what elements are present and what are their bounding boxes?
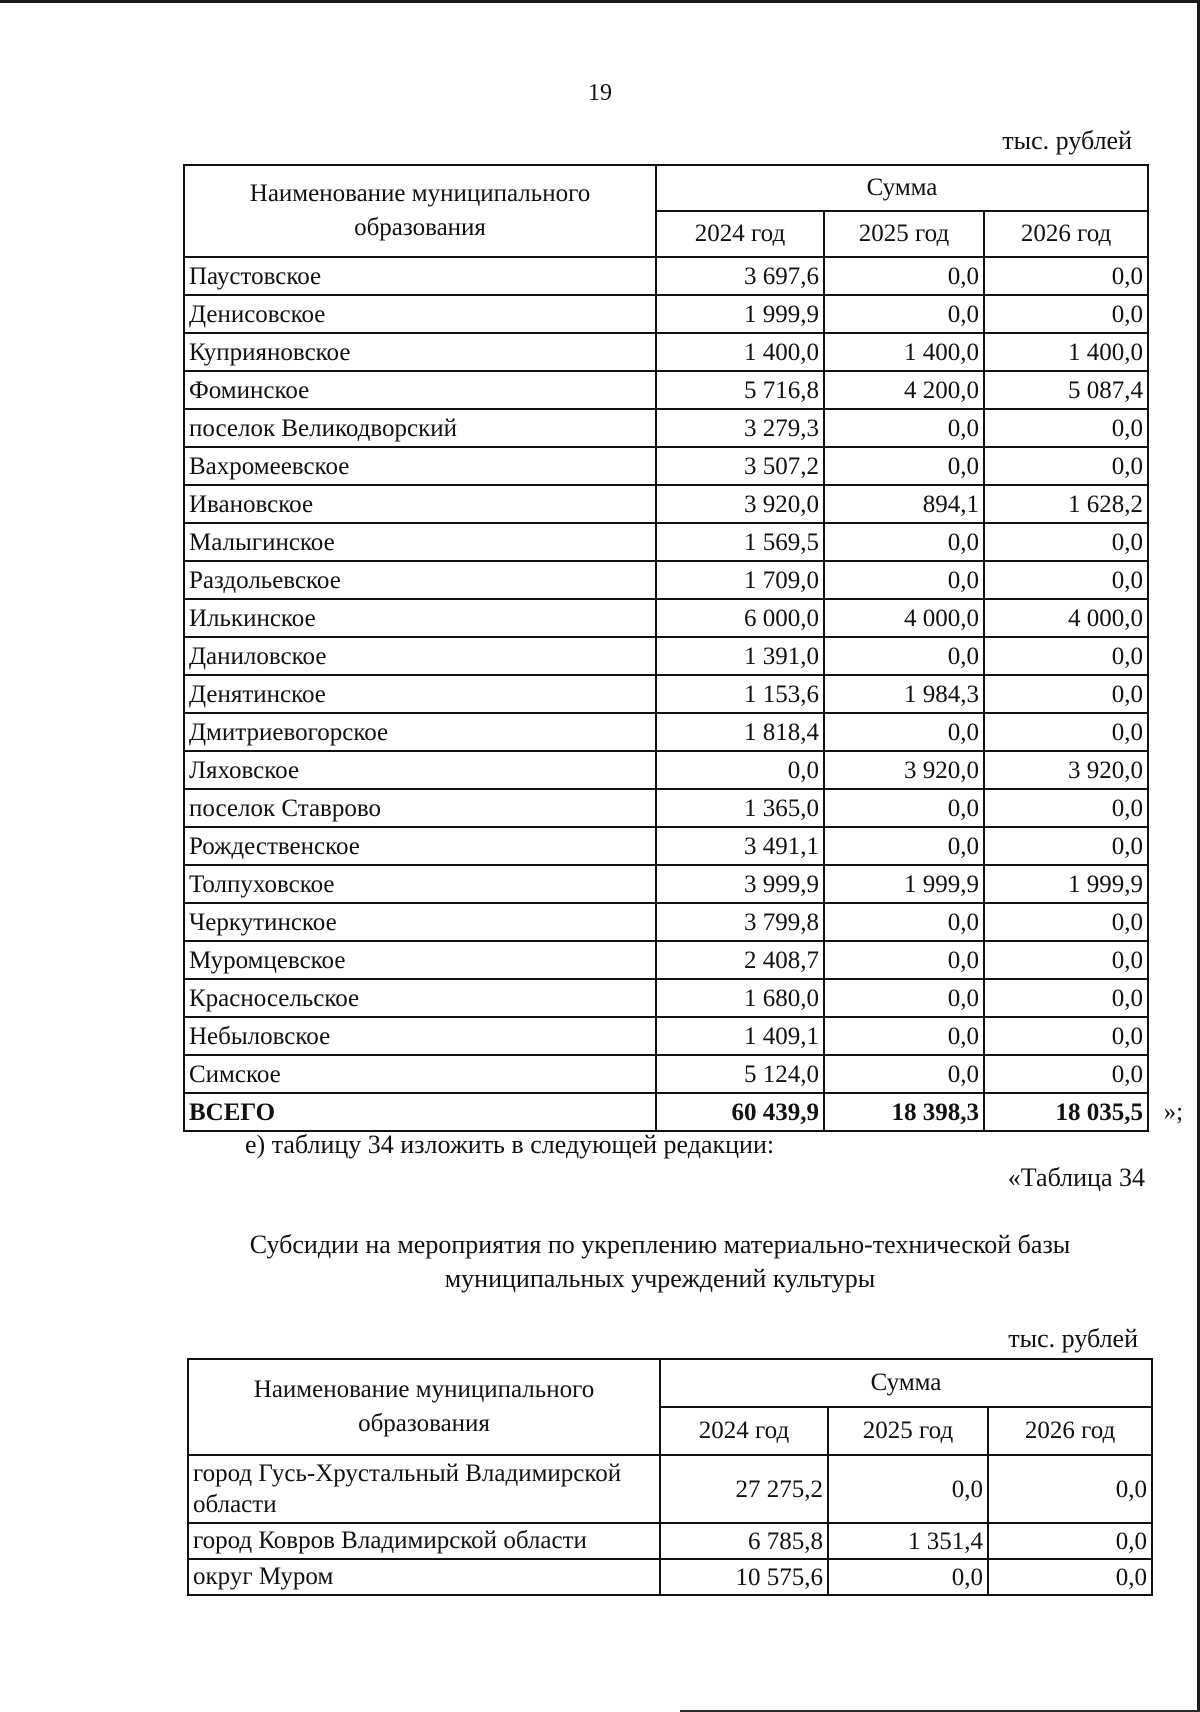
subsidy-table-34 (187, 1358, 1153, 1596)
municipality-name: Черкутинское (184, 903, 656, 941)
municipality-name: Красносельское (184, 979, 656, 1017)
municipality-name: Ляховское (184, 751, 656, 789)
value-2024: 3 491,1 (656, 827, 824, 865)
value-2026: 0,0 (984, 789, 1148, 827)
value-2025: 0,0 (824, 1017, 984, 1055)
value-2026: 0,0 (984, 523, 1148, 561)
value-2025: 0,0 (828, 1559, 988, 1595)
table-row (184, 1055, 1148, 1093)
closing-quote: »; (1163, 1098, 1184, 1126)
value-2026: 1 400,0 (984, 333, 1148, 371)
value-2025: 0,0 (824, 941, 984, 979)
value-2026: 3 920,0 (984, 751, 1148, 789)
municipality-name: Толпуховское (184, 865, 656, 903)
value-2024: 3 279,3 (656, 409, 824, 447)
table-title: Субсидии на мероприятия по укреплению материально-технической базы муниципальных учреждений культуры (249, 1230, 1071, 1294)
value-2024: 3 999,9 (656, 865, 824, 903)
value-2024: 1 391,0 (656, 637, 824, 675)
value-2026: 0,0 (984, 1017, 1148, 1055)
value-2025: 0,0 (824, 257, 984, 295)
table-row (184, 941, 1148, 979)
total-2026: 18 035,5 (1055, 1098, 1144, 1126)
table-row (184, 599, 1148, 637)
value-2026: 0,0 (984, 257, 1148, 295)
value-2024: 3 507,2 (656, 447, 824, 485)
value-2026: 1 999,9 (984, 865, 1148, 903)
table-row (184, 295, 1148, 333)
value-2024: 3 799,8 (656, 903, 824, 941)
value-2024: 0,0 (656, 751, 824, 789)
value-2026: 4 000,0 (984, 599, 1148, 637)
subsidy-table-33 (183, 164, 1184, 1132)
value-2024: 1 999,9 (656, 295, 824, 333)
value-2024: 3 920,0 (656, 485, 824, 523)
value-2025: 0,0 (824, 637, 984, 675)
table-row (184, 257, 1148, 295)
value-2024: 2 408,7 (656, 941, 824, 979)
table-row (184, 409, 1148, 447)
value-2024: 3 697,6 (656, 257, 824, 295)
header-year-2026: 2026 год (984, 211, 1148, 257)
value-2026: 0,0 (984, 409, 1148, 447)
value-2025: 0,0 (824, 447, 984, 485)
value-2026: 5 087,4 (984, 371, 1148, 409)
table-label: «Таблица 34 (1007, 1163, 1145, 1192)
total-2024: 60 439,9 (656, 1093, 824, 1131)
value-2025: 0,0 (824, 789, 984, 827)
header-municipality: Наименование муниципального образования (188, 1359, 660, 1455)
value-2025: 894,1 (824, 485, 984, 523)
table-row (184, 561, 1148, 599)
page-number: 19 (588, 80, 612, 106)
table-row (184, 713, 1148, 751)
table-row (184, 675, 1148, 713)
table-row (184, 865, 1148, 903)
table-row (184, 827, 1148, 865)
value-2025: 0,0 (824, 1055, 984, 1093)
municipality-name: Илькинское (184, 599, 656, 637)
value-2024: 27 275,2 (660, 1455, 828, 1523)
header-year-2024: 2024 год (656, 211, 824, 257)
municipality-name: Симское (184, 1055, 656, 1093)
value-2024: 1 709,0 (656, 561, 824, 599)
value-2025: 0,0 (824, 827, 984, 865)
municipality-name: Фоминское (184, 371, 656, 409)
value-2025: 1 999,9 (824, 865, 984, 903)
value-2024: 1 400,0 (656, 333, 824, 371)
table-row (184, 523, 1148, 561)
header-year-2026: 2026 год (988, 1407, 1152, 1455)
municipality-name: поселок Ставрово (184, 789, 656, 827)
value-2026: 0,0 (984, 979, 1148, 1017)
value-2026: 0,0 (984, 713, 1148, 751)
value-2025: 0,0 (824, 903, 984, 941)
table-body (188, 1455, 1152, 1595)
municipality-name: город Ковров Владимирской области (188, 1523, 660, 1559)
scan-border-top (0, 0, 1200, 3)
value-2026: 0,0 (984, 903, 1148, 941)
value-2024: 5 124,0 (656, 1055, 824, 1093)
municipality-name: Малыгинское (184, 523, 656, 561)
municipality-name: Куприяновское (184, 333, 656, 371)
municipality-name: город Гусь-Хрустальный Владимирской области (188, 1455, 660, 1523)
municipality-name: поселок Великодворский (184, 409, 656, 447)
value-2025: 0,0 (824, 409, 984, 447)
table-row (184, 789, 1148, 827)
value-2025: 0,0 (824, 713, 984, 751)
header-sum: Сумма (660, 1359, 1152, 1407)
table-row (188, 1523, 1152, 1559)
value-2026: 0,0 (988, 1455, 1152, 1523)
table-row (184, 751, 1148, 789)
header-municipality: Наименование муниципального образования (184, 165, 656, 257)
value-2025: 4 200,0 (824, 371, 984, 409)
table-row (184, 979, 1148, 1017)
value-2025: 1 984,3 (824, 675, 984, 713)
value-2026: 0,0 (984, 637, 1148, 675)
amendment-text: е) таблицу 34 изложить в следующей редакции: (245, 1130, 775, 1159)
value-2026: 0,0 (984, 447, 1148, 485)
value-2026: 0,0 (988, 1559, 1152, 1595)
table-row (188, 1559, 1152, 1595)
value-2026: 1 628,2 (984, 485, 1148, 523)
value-2024: 1 569,5 (656, 523, 824, 561)
value-2024: 5 716,8 (656, 371, 824, 409)
value-2026: 0,0 (984, 675, 1148, 713)
header-year-2024: 2024 год (660, 1407, 828, 1455)
value-2024: 1 818,4 (656, 713, 824, 751)
value-2025: 3 920,0 (824, 751, 984, 789)
municipality-name: Вахромеевское (184, 447, 656, 485)
table-row (184, 1017, 1148, 1055)
value-2024: 1 153,6 (656, 675, 824, 713)
municipality-name: Паустовское (184, 257, 656, 295)
value-2025: 0,0 (824, 523, 984, 561)
units-label-2: тыс. рублей (1008, 1324, 1138, 1353)
municipality-name: Рождественское (184, 827, 656, 865)
value-2026: 0,0 (984, 827, 1148, 865)
value-2025: 4 000,0 (824, 599, 984, 637)
value-2024: 6 000,0 (656, 599, 824, 637)
value-2024: 10 575,6 (660, 1559, 828, 1595)
value-2026: 0,0 (984, 941, 1148, 979)
table-row (184, 333, 1148, 371)
table-row (188, 1455, 1152, 1523)
total-2026-cell (984, 1093, 1184, 1131)
value-2025: 1 351,4 (828, 1523, 988, 1559)
value-2024: 1 680,0 (656, 979, 824, 1017)
table-body (184, 257, 1148, 1093)
value-2024: 1 365,0 (656, 789, 824, 827)
value-2025: 0,0 (828, 1455, 988, 1523)
total-2025: 18 398,3 (824, 1093, 984, 1131)
value-2026: 0,0 (984, 561, 1148, 599)
municipality-name: Дмитриевогорское (184, 713, 656, 751)
value-2026: 0,0 (988, 1523, 1152, 1559)
table-row (184, 903, 1148, 941)
municipality-name: Денятинское (184, 675, 656, 713)
value-2025: 0,0 (824, 295, 984, 333)
value-2025: 1 400,0 (824, 333, 984, 371)
table-row (184, 447, 1148, 485)
municipality-name: округ Муром (188, 1559, 660, 1595)
value-2025: 0,0 (824, 561, 984, 599)
value-2025: 0,0 (824, 979, 984, 1017)
table-row (184, 485, 1148, 523)
total-label: ВСЕГО (184, 1093, 656, 1131)
header-year-2025: 2025 год (824, 211, 984, 257)
value-2026: 0,0 (984, 295, 1148, 333)
value-2024: 6 785,8 (660, 1523, 828, 1559)
table-row (184, 371, 1148, 409)
table-row (184, 637, 1148, 675)
header-sum: Сумма (656, 165, 1148, 211)
municipality-name: Денисовское (184, 295, 656, 333)
units-label: тыс. рублей (1002, 126, 1132, 155)
value-2024: 1 409,1 (656, 1017, 824, 1055)
value-2026: 0,0 (984, 1055, 1148, 1093)
municipality-name: Небыловское (184, 1017, 656, 1055)
header-year-2025: 2025 год (828, 1407, 988, 1455)
municipality-name: Муромцевское (184, 941, 656, 979)
municipality-name: Раздольевское (184, 561, 656, 599)
municipality-name: Даниловское (184, 637, 656, 675)
municipality-name: Ивановское (184, 485, 656, 523)
